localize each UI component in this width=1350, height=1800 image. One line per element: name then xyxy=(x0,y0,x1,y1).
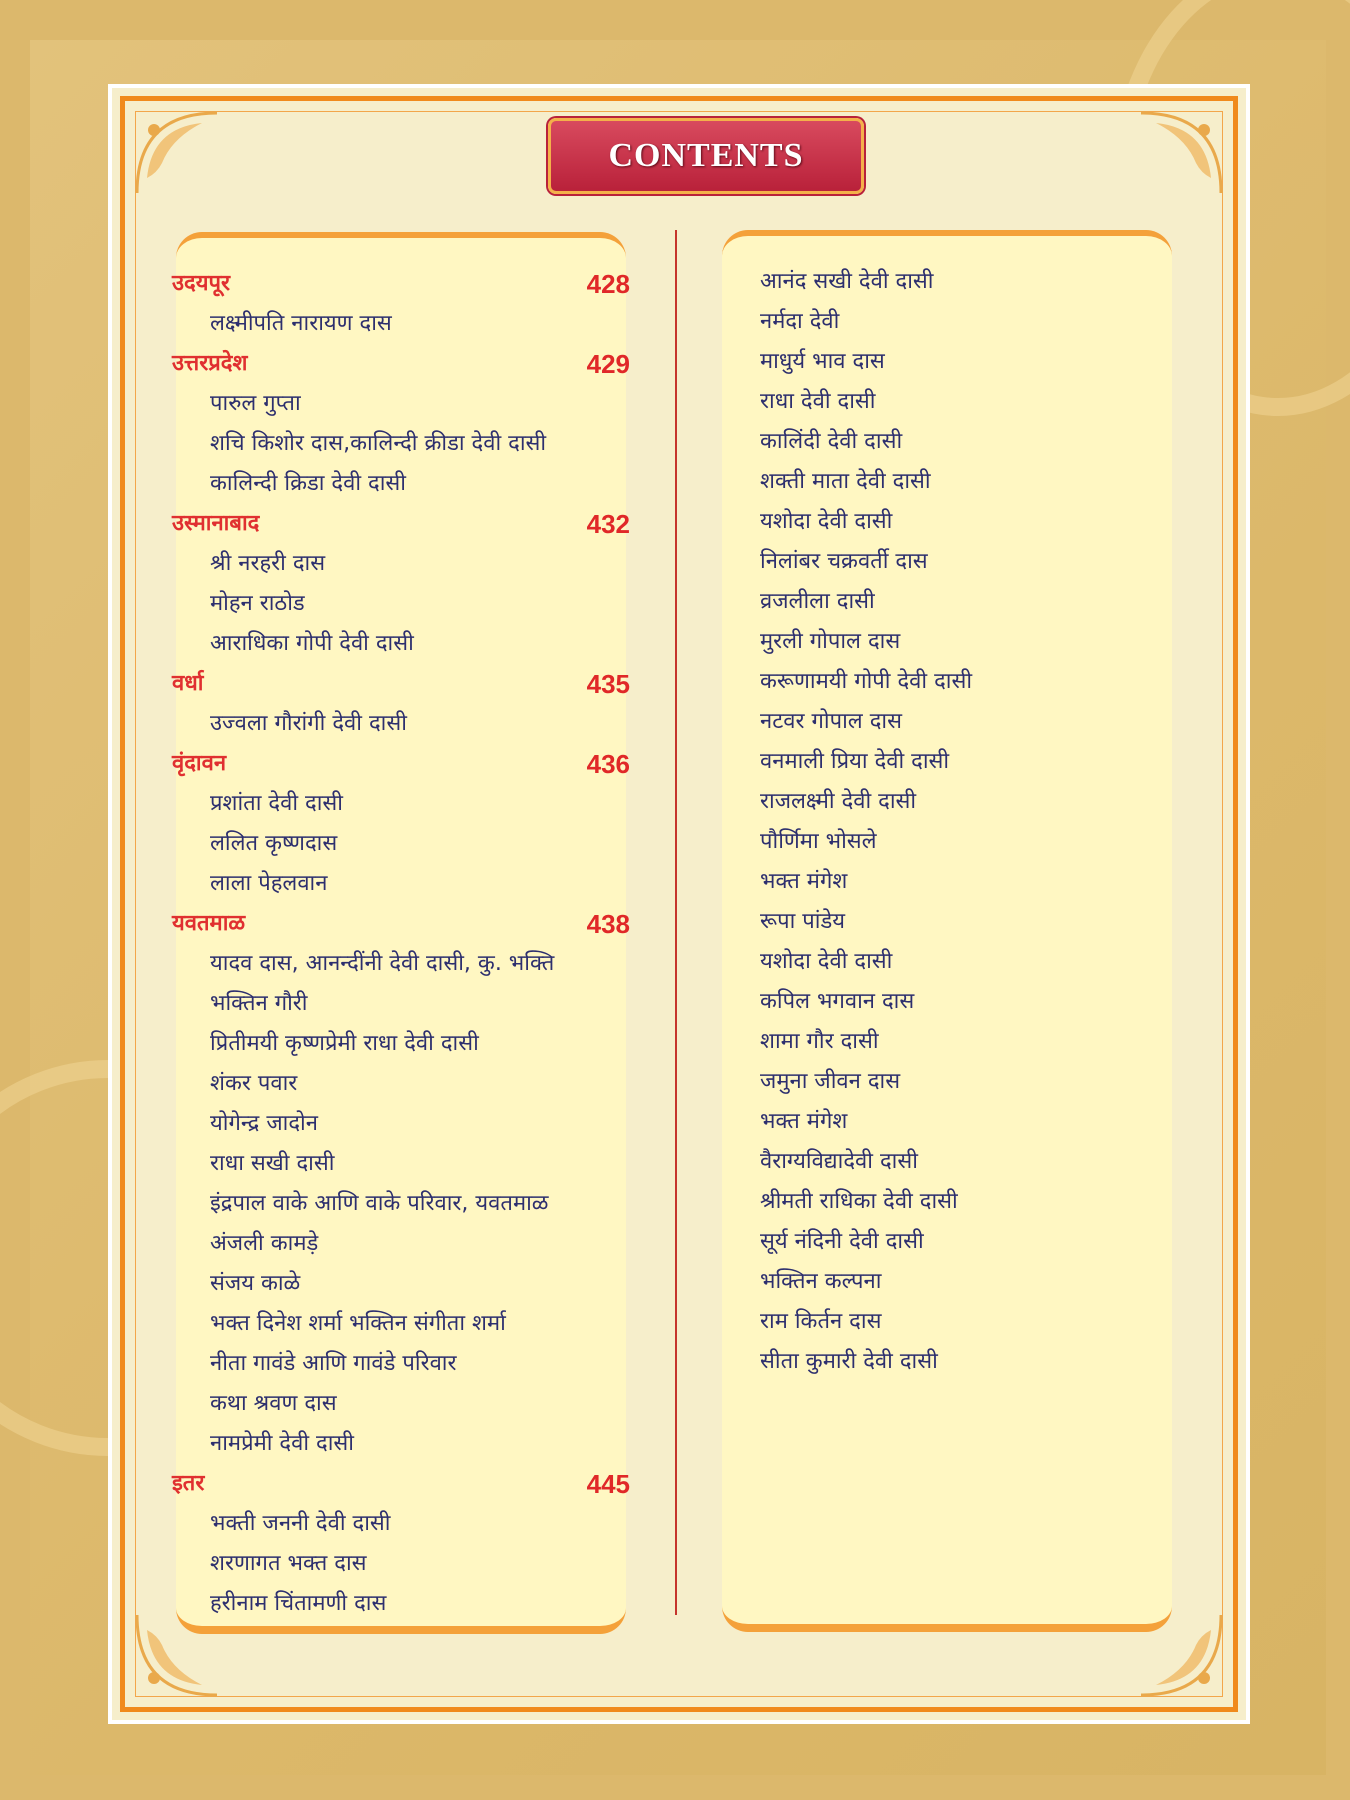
list-item: भक्त दिनेश शर्मा भक्तिन संगीता शर्मा xyxy=(210,1311,506,1336)
section-page-number: 438 xyxy=(586,909,630,939)
section-heading[interactable] xyxy=(172,904,630,944)
list-item: ललित कृष्णदास xyxy=(210,831,338,856)
list-item: प्रितीमयी कृष्णप्रेमी राधा देवी दासी xyxy=(210,1031,479,1056)
list-item: भक्तिन गौरी xyxy=(210,991,308,1016)
list-item: भक्तिन कल्पना xyxy=(760,1269,882,1294)
list-item: सूर्य नंदिनी देवी दासी xyxy=(760,1229,924,1254)
corner-ornament-icon xyxy=(1136,108,1226,198)
section-heading[interactable] xyxy=(172,504,630,544)
list-item: कालिन्दी क्रिडा देवी दासी xyxy=(210,471,406,496)
list-item: यादव दास, आनन्दींनी देवी दासी, कु. भक्ति xyxy=(210,951,555,976)
left-contents-list xyxy=(172,264,630,1624)
page-title: CONTENTS xyxy=(608,137,804,174)
list-item: शचि किशोर दास,कालिन्दी क्रीडा देवी दासी xyxy=(210,431,547,456)
section-heading[interactable] xyxy=(172,1464,630,1504)
list-item: शरणागत भक्त दास xyxy=(210,1551,367,1576)
list-item: मुरली गोपाल दास xyxy=(760,629,901,654)
contents-title-plate xyxy=(548,118,864,194)
section-page-number: 428 xyxy=(586,269,630,299)
list-item: इंद्रपाल वाके आणि वाके परिवार, यवतमाळ xyxy=(210,1191,549,1216)
section-name: उदयपूर xyxy=(172,271,230,296)
section-page-number: 436 xyxy=(586,749,630,779)
list-item: राम किर्तन दास xyxy=(760,1309,882,1334)
list-item: पौर्णिमा भोसले xyxy=(760,829,877,854)
list-item: निलांबर चक्रवर्ती दास xyxy=(760,549,928,574)
list-item: कालिंदी देवी दासी xyxy=(760,429,903,454)
list-item: उज्वला गौरांगी देवी दासी xyxy=(210,711,407,736)
list-item: आराधिका गोपी देवी दासी xyxy=(210,631,414,656)
section-name: वृंदावन xyxy=(172,751,227,776)
column-divider xyxy=(675,230,677,1615)
section-heading[interactable] xyxy=(172,264,630,304)
contents-page xyxy=(108,84,1250,1724)
section-name: उत्तरप्रदेश xyxy=(172,351,248,376)
section-name: वर्धा xyxy=(172,671,204,696)
section-page-number: 445 xyxy=(586,1469,630,1499)
list-item: श्रीमती राधिका देवी दासी xyxy=(760,1189,958,1214)
section-page-number: 432 xyxy=(586,509,630,539)
section-heading[interactable] xyxy=(172,664,630,704)
list-item: नटवर गोपाल दास xyxy=(760,709,902,734)
right-contents-list xyxy=(760,262,1160,1382)
list-item: व्रजलीला दासी xyxy=(760,589,875,614)
list-item: नामप्रेमी देवी दासी xyxy=(210,1431,354,1456)
list-item: प्रशांता देवी दासी xyxy=(210,791,343,816)
list-item: आनंद सखी देवी दासी xyxy=(760,269,934,294)
list-item: अंजली कामडे़ xyxy=(210,1231,319,1256)
list-item: लाला पेहलवान xyxy=(210,871,328,896)
list-item: कपिल भगवान दास xyxy=(760,989,915,1014)
list-item: शामा गौर दासी xyxy=(760,1029,879,1054)
list-item: नीता गावंडे आणि गावंडे परिवार xyxy=(210,1351,457,1376)
list-item: लक्ष्मीपति नारायण दास xyxy=(210,311,392,336)
list-item: शंकर पवार xyxy=(210,1071,298,1096)
section-name: उस्मानाबाद xyxy=(172,511,260,536)
list-item: राधा देवी दासी xyxy=(760,389,876,414)
list-item: पारुल गुप्ता xyxy=(210,391,301,416)
list-item: माधुर्य भाव दास xyxy=(760,349,885,374)
section-name: इतर xyxy=(172,1471,205,1496)
list-item: जमुना जीवन दास xyxy=(760,1069,901,1094)
list-item: मोहन राठोड xyxy=(210,591,305,616)
corner-ornament-icon xyxy=(132,108,222,198)
list-item: हरीनाम चिंतामणी दास xyxy=(210,1591,387,1616)
list-item: नर्मदा देवी xyxy=(760,309,840,334)
list-item: यशोदा देवी दासी xyxy=(760,509,893,534)
list-item: वनमाली प्रिया देवी दासी xyxy=(760,749,950,774)
list-item: भक्त मंगेश xyxy=(760,869,848,894)
section-heading[interactable] xyxy=(172,744,630,784)
section-page-number: 429 xyxy=(586,349,630,379)
section-name: यवतमाळ xyxy=(172,911,246,936)
section-page-number: 435 xyxy=(586,669,630,699)
list-item: राधा सखी दासी xyxy=(210,1151,335,1176)
list-item: सीता कुमारी देवी दासी xyxy=(760,1349,938,1374)
list-item: रूपा पांडेय xyxy=(760,909,846,934)
list-item: कथा श्रवण दास xyxy=(210,1391,337,1416)
list-item: शक्ती माता देवी दासी xyxy=(760,469,931,494)
list-item: वैराग्यविद्यादेवी दासी xyxy=(760,1149,918,1174)
list-item: योगेन्द्र जादोन xyxy=(210,1111,318,1136)
list-item: संजय काळे xyxy=(210,1271,301,1296)
list-item: यशोदा देवी दासी xyxy=(760,949,893,974)
list-item: करूणामयी गोपी देवी दासी xyxy=(760,669,973,694)
list-item: भक्ती जननी देवी दासी xyxy=(210,1511,391,1536)
list-item: श्री नरहरी दास xyxy=(210,551,326,576)
section-heading[interactable] xyxy=(172,344,630,384)
list-item: भक्त मंगेश xyxy=(760,1109,848,1134)
list-item: राजलक्ष्मी देवी दासी xyxy=(760,789,917,814)
